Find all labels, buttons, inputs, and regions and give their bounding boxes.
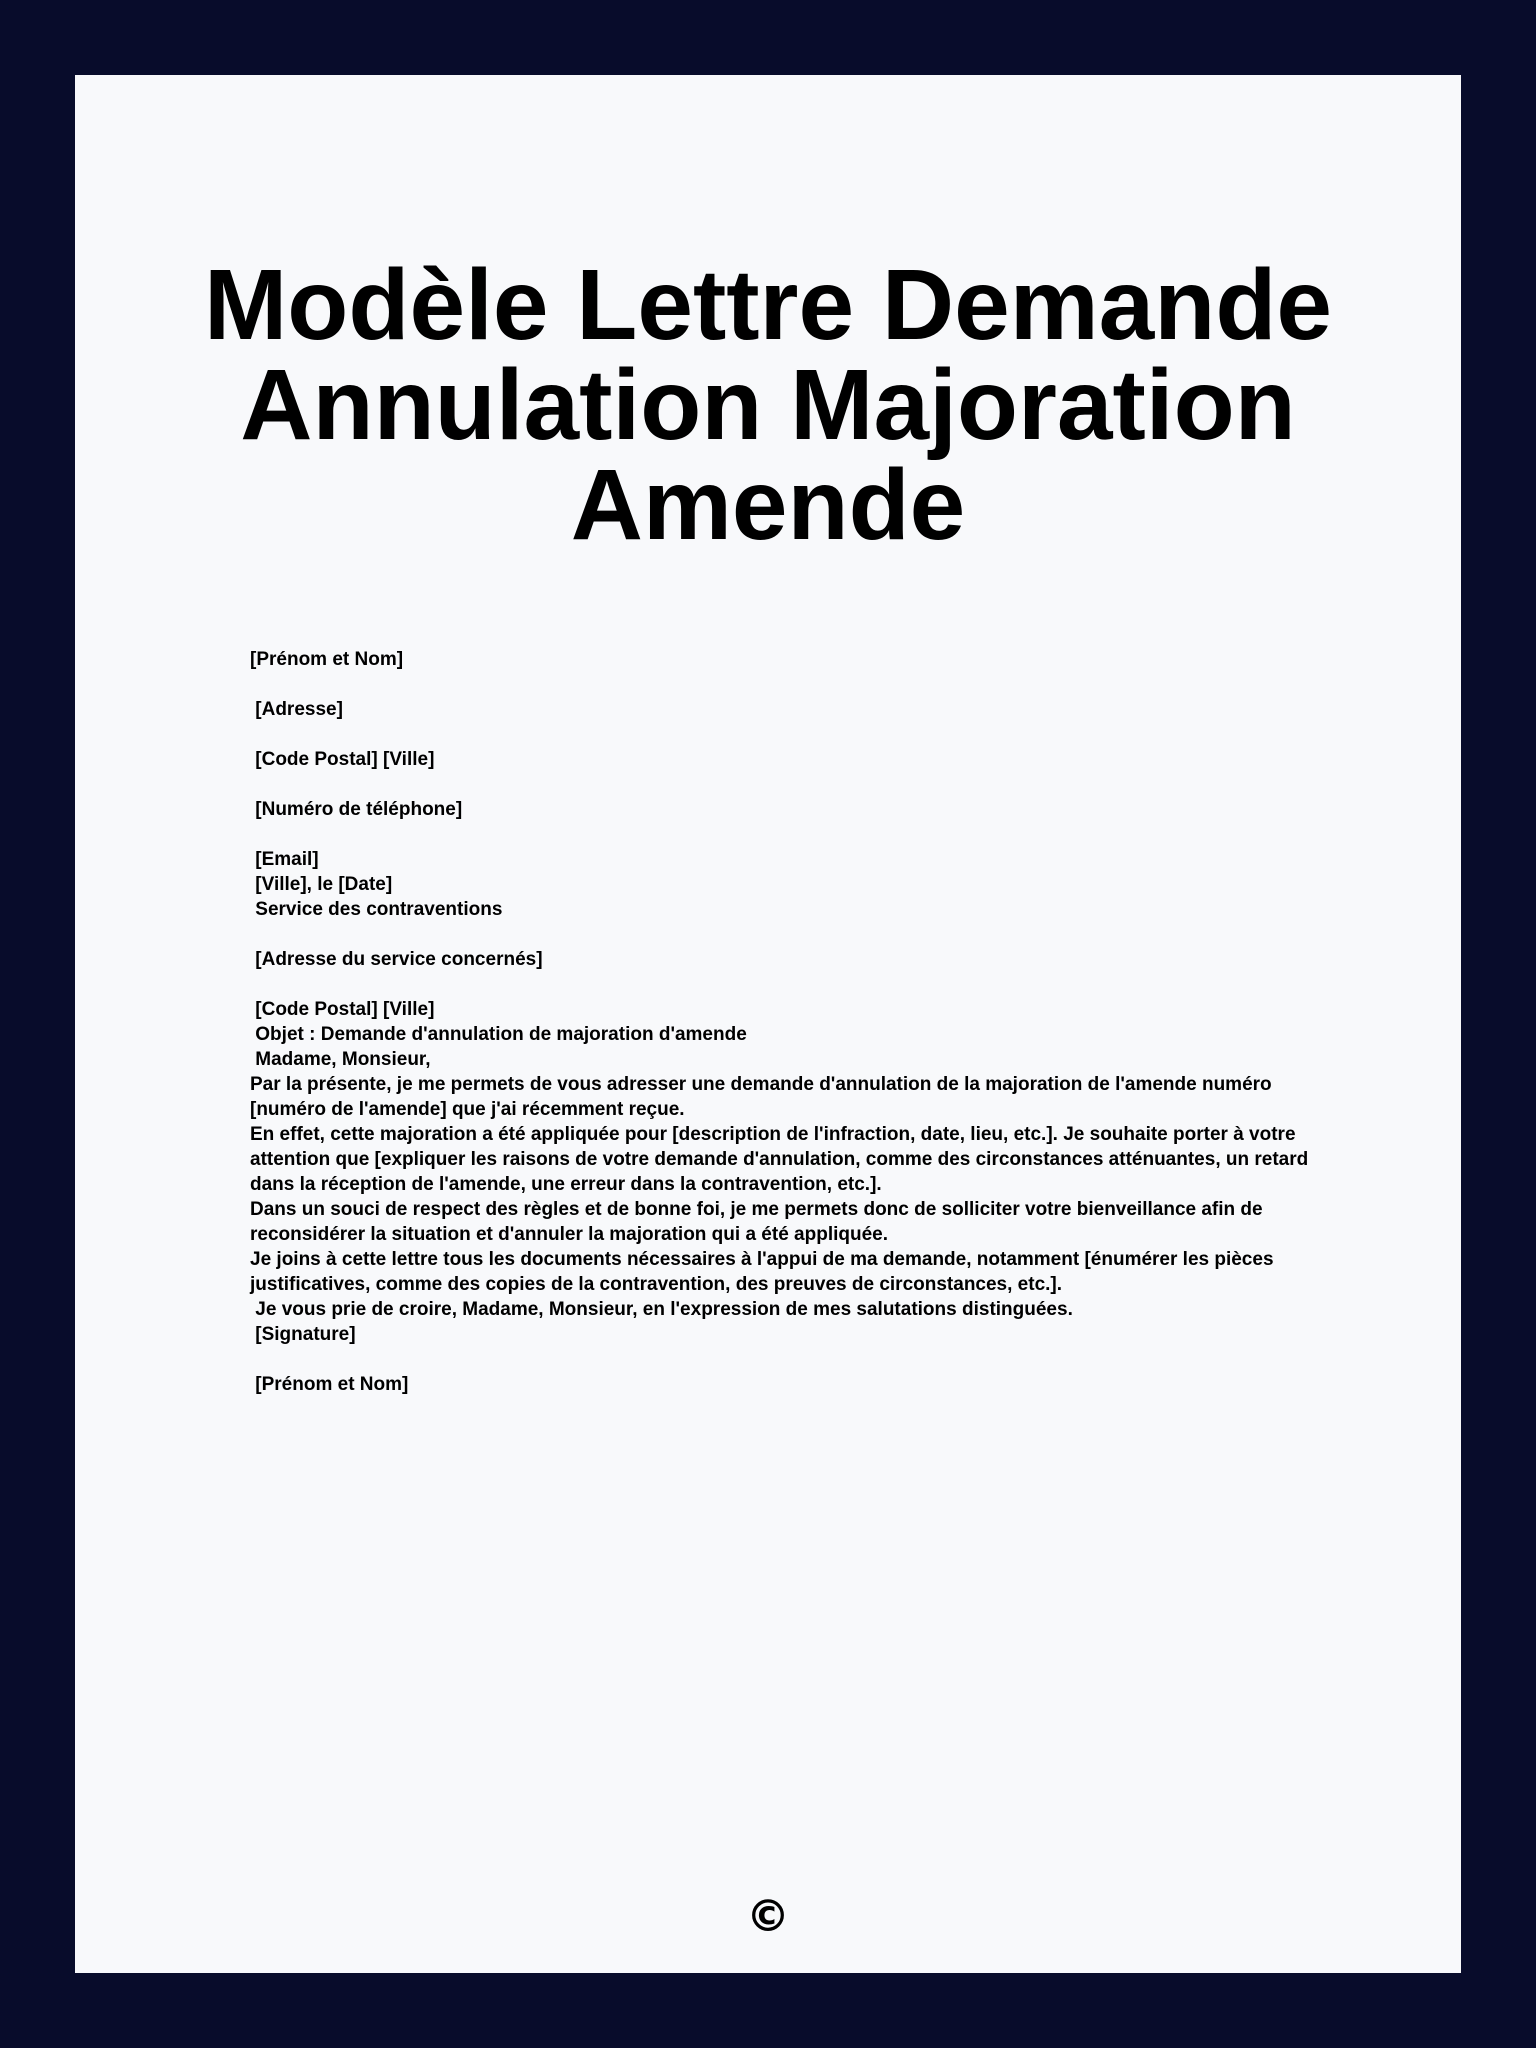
spacer xyxy=(250,722,1350,747)
letter-closing: Je vous prie de croire, Madame, Monsieur, en l'expression de mes salutations distinguées. xyxy=(250,1299,1073,1320)
sender-name: [Prénom et Nom] xyxy=(250,649,404,670)
letter-body xyxy=(250,647,1350,1397)
copyright-icon: © xyxy=(746,1891,790,1942)
paragraph-4: Je joins à cette lettre tous les documents nécessaires à l'appui de ma demande, notamment [énumérer les pièces justificatives, comme des copies de la contravention, des preuves de circonstances, etc.]. xyxy=(250,1249,1279,1295)
spacer xyxy=(250,1347,1350,1372)
sender-phone: [Numéro de téléphone] xyxy=(250,799,463,820)
letter-subject: Objet : Demande d'annulation de majoration d'amende xyxy=(250,1024,747,1045)
spacer xyxy=(250,972,1350,997)
spacer xyxy=(250,772,1350,797)
recipient-service: Service des contraventions xyxy=(250,899,503,920)
spacer xyxy=(250,822,1350,847)
recipient-address: [Adresse du service concernés] xyxy=(250,949,543,970)
signature-placeholder: [Signature] xyxy=(250,1324,356,1345)
spacer xyxy=(250,672,1350,697)
paragraph-3: Dans un souci de respect des règles et de bonne foi, je me permets donc de solliciter votre bienveillance afin de reconsidérer la situation et d'annuler la majoration qui a été appliquée. xyxy=(250,1199,1268,1245)
letter-salutation: Madame, Monsieur, xyxy=(250,1049,431,1070)
paragraph-1: Par la présente, je me permets de vous adresser une demande d'annulation de la majoration de l'amende numéro [numéro de l'amende] que j'ai récemment reçue. xyxy=(250,1074,1277,1120)
sender-email: [Email] xyxy=(250,849,319,870)
place-date: [Ville], le [Date] xyxy=(250,874,393,895)
recipient-postal-city: [Code Postal] [Ville] xyxy=(250,999,435,1020)
sender-address: [Adresse] xyxy=(250,699,343,720)
signer-name: [Prénom et Nom] xyxy=(250,1374,409,1395)
letter-page xyxy=(75,75,1461,1973)
paragraph-2: En effet, cette majoration a été appliquée pour [description de l'infraction, date, lieu, etc.]. Je souhaite porter à votre attention que [expliquer les raisons de votre demande d'annulation, comme des circonstances atténuantes, un retard dans la réception de l'amende, une erreur dans la contravention, etc.]. xyxy=(250,1124,1314,1195)
sender-postal-city: [Code Postal] [Ville] xyxy=(250,749,435,770)
spacer xyxy=(250,922,1350,947)
page-title: Modèle Lettre Demande Annulation Majoration Amende xyxy=(203,249,1333,561)
